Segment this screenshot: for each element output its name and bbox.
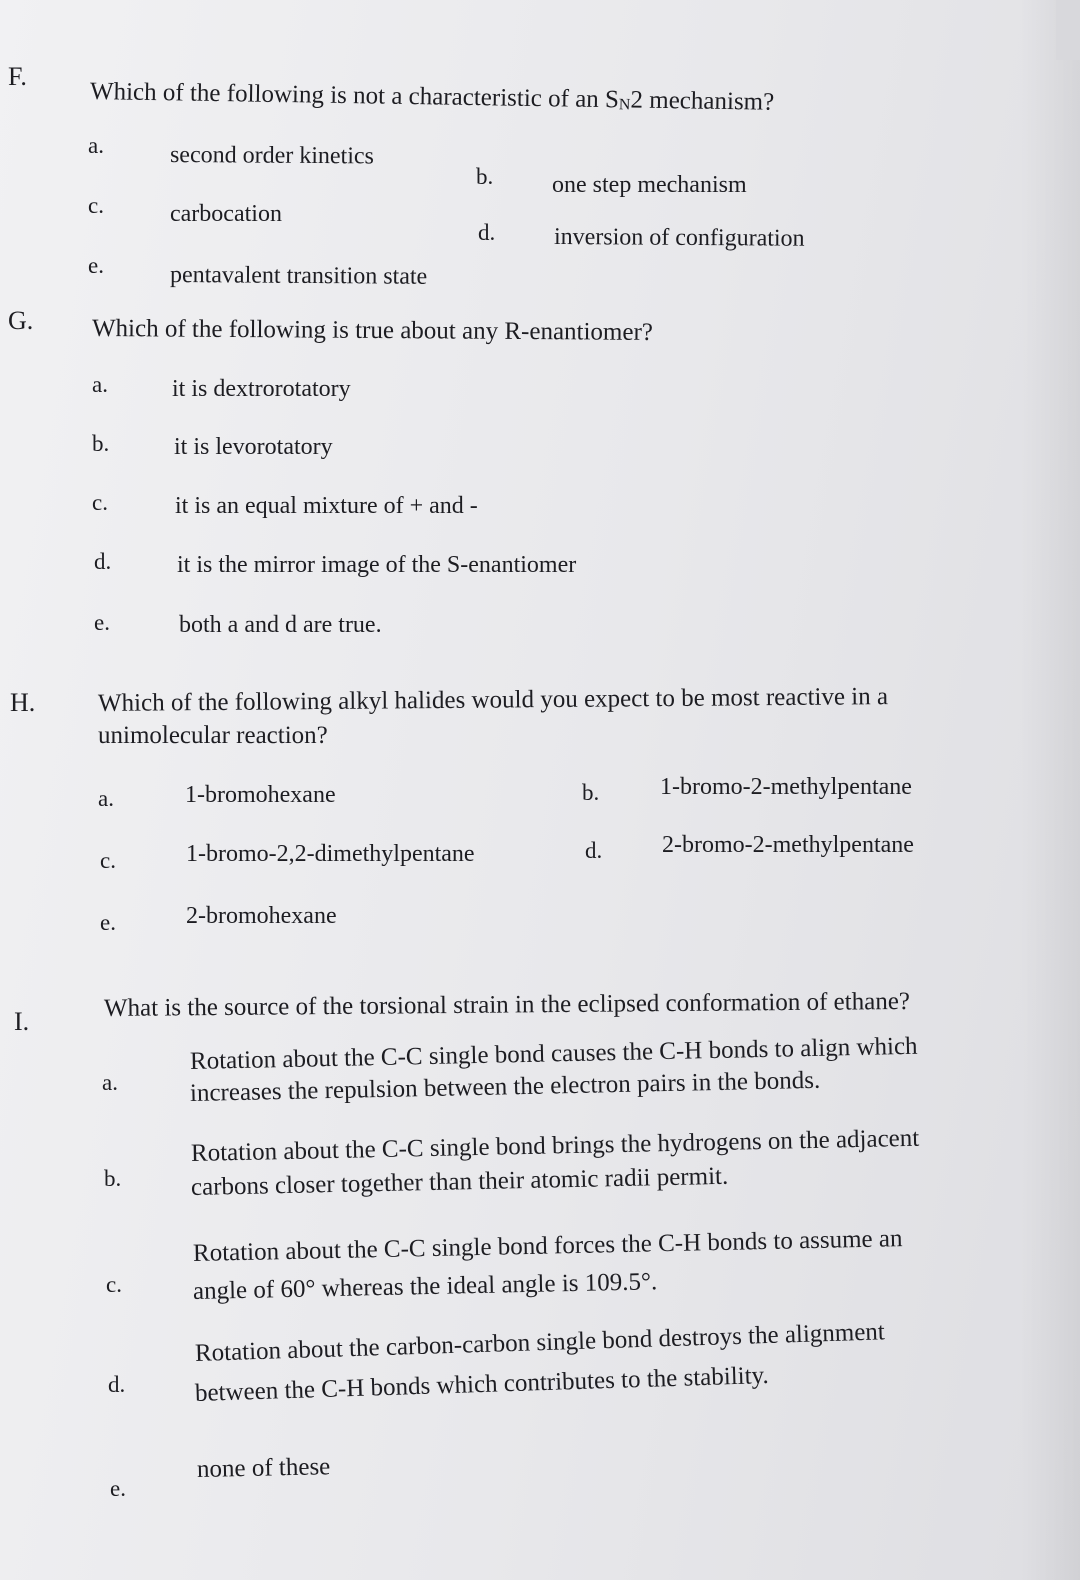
question-f-text-before: Which of the following is not a characteristic of an S [89,78,620,114]
question-g-option-c-text: it is an equal mixture of + and - [175,493,478,519]
question-h-option-c-letter: c. [100,848,116,873]
question-h-option-d-letter: d. [585,838,603,863]
question-h-option-e-text: 2-bromohexane [186,903,337,929]
question-f-text-after: 2 mechanism? [630,86,775,116]
question-i-option-d-line2: between the C-H bonds which contributes to the stability. [194,1361,770,1407]
question-f-option-e-text: pentavalent transition state [169,262,428,290]
question-g-option-d-text: it is the mirror image of the S-enantiomer [177,552,577,578]
question-i-option-c-line1: Rotation about the C-C single bond forces the C-H bonds to assume an [192,1225,903,1267]
page-corner [1056,0,1080,60]
question-g-option-c-letter: c. [92,490,108,515]
question-f-option-c-letter: c. [88,193,104,218]
question-g-option-a-text: it is dextrorotatory [172,376,351,402]
question-i-option-a-line1: Rotation about the C-C single bond causes the C-H bonds to align which [189,1032,918,1075]
question-i-label: I. [14,1007,30,1036]
question-h-text-line1: Which of the following alkyl halides would you expect to be most reactive in a [97,683,889,717]
question-f-option-b-text: one step mechanism [552,172,747,198]
question-i-text: What is the source of the torsional strain in the eclipsed conformation of ethane? [103,987,911,1022]
question-i-option-b-letter: b. [104,1166,122,1191]
question-h-option-c-text: 1-bromo-2,2-dimethylpentane [186,841,475,867]
question-i-option-a-letter: a. [102,1070,118,1095]
question-f-subscript: N [618,96,631,114]
question-g-label: G. [8,306,34,335]
question-f-option-d-letter: d. [478,220,496,245]
question-f-option-c-text: carbocation [170,201,282,227]
question-g-option-e-text: both a and d are true. [179,612,382,638]
question-i-option-b-line1: Rotation about the C-C single bond brings the hydrogens on the adjacent [190,1124,920,1167]
question-i-option-e-letter: e. [110,1476,126,1501]
question-h-option-e-letter: e. [100,910,116,935]
question-h-text-line2: unimolecular reaction? [98,722,328,749]
question-g-option-e-letter: e. [94,610,110,635]
question-g-option-d-letter: d. [94,549,112,574]
question-i-option-b-line2: carbons closer together than their atomic radii permit. [190,1162,729,1201]
question-g-option-a-letter: a. [92,372,108,397]
question-g-option-b-text: it is levorotatory [174,434,333,460]
question-g-text: Which of the following is true about any R-enantiomer? [91,315,654,346]
question-i-option-e-text: none of these [196,1453,331,1483]
question-f-option-a-text: second order kinetics [169,142,375,170]
question-i-option-c-letter: c. [106,1272,122,1297]
question-i-option-d-letter: d. [108,1372,126,1397]
question-h-label: H. [10,688,36,717]
question-h-option-d-text: 2-bromo-2-methylpentane [662,832,914,858]
question-g-option-b-letter: b. [92,431,110,456]
question-h-option-b-text: 1-bromo-2-methylpentane [660,774,912,800]
question-f-label: F. [8,62,27,91]
question-f-option-a-letter: a. [88,133,104,158]
question-h-option-a-letter: a. [98,786,114,811]
question-h-option-a-text: 1-bromohexane [185,782,336,808]
question-i-option-c-line2: angle of 60° whereas the ideal angle is 109.5°. [192,1268,658,1305]
question-f-option-b-letter: b. [476,164,494,189]
question-i-option-d-line1: Rotation about the carbon-carbon single bond destroys the alignment [194,1318,886,1367]
page-shadow [1020,0,1080,1580]
question-h-option-b-letter: b. [582,780,600,805]
question-f-option-e-letter: e. [88,253,104,278]
question-f-option-d-text: inversion of configuration [553,224,805,252]
question-f-text [90,78,775,117]
question-i-option-a-line2: increases the repulsion between the electron pairs in the bonds. [189,1066,821,1107]
